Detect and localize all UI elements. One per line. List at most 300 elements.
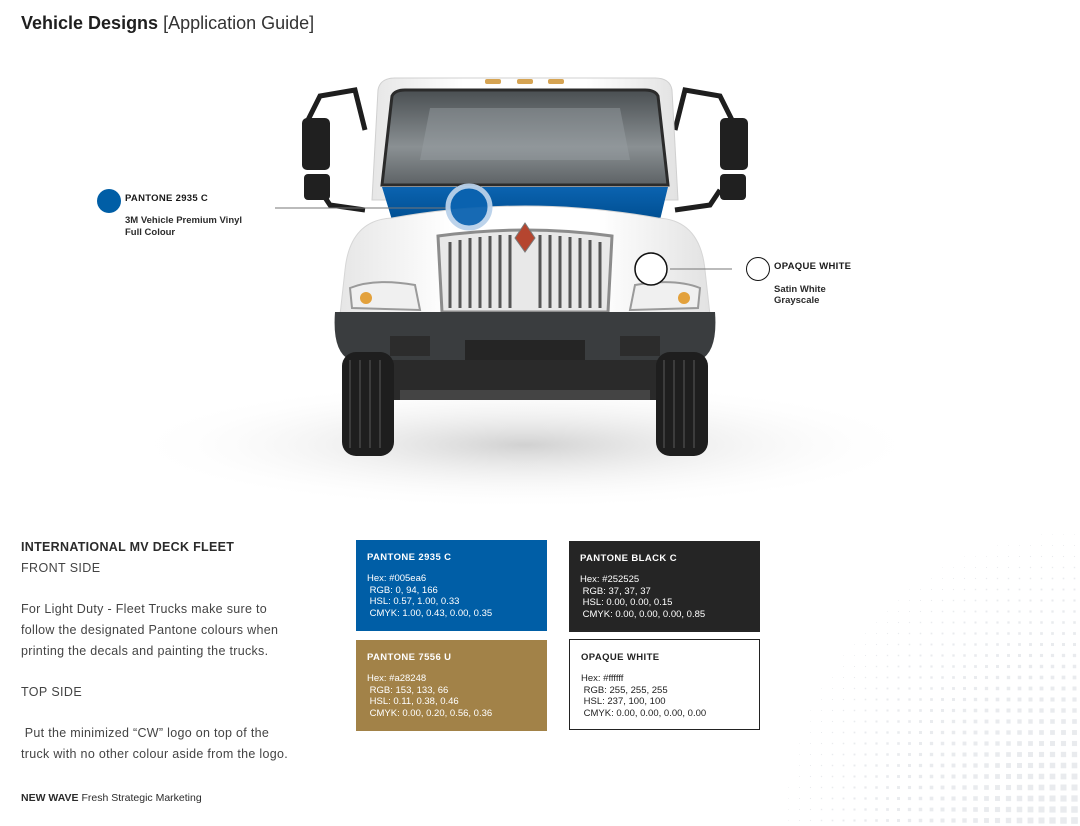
halftone-dot: [1019, 600, 1021, 602]
halftone-dot: [984, 818, 989, 823]
halftone-dot: [963, 753, 967, 757]
halftone-dot: [1050, 763, 1055, 768]
callout-blue-sub1: 3M Vehicle Premium Vinyl: [125, 215, 243, 226]
halftone-dot: [930, 731, 933, 734]
halftone-dot: [832, 688, 833, 689]
halftone-dot: [843, 721, 844, 722]
halftone-dot: [864, 786, 866, 788]
halftone-dot: [953, 578, 954, 579]
halftone-dot: [898, 633, 899, 634]
swatch-name: OPAQUE WHITE: [581, 652, 660, 663]
halftone-dot: [942, 589, 943, 590]
halftone-dot: [919, 819, 922, 822]
halftone-dot: [1051, 654, 1054, 657]
halftone-dot: [1071, 817, 1078, 824]
halftone-dot: [953, 567, 954, 568]
halftone-dot: [887, 644, 888, 645]
callout-white-sub1: Satin White: [774, 284, 826, 295]
halftone-dot: [1029, 643, 1032, 646]
halftone-dot: [897, 764, 900, 767]
halftone-dot: [1051, 632, 1054, 635]
halftone-dot: [843, 666, 844, 667]
halftone-dot: [909, 589, 910, 590]
halftone-dot: [996, 709, 1000, 713]
halftone-dot: [997, 578, 998, 579]
swatch-pantone-black-c: [569, 541, 760, 632]
halftone-dot: [1018, 698, 1022, 702]
halftone-dot: [963, 709, 966, 712]
halftone-dot: [865, 666, 866, 667]
halftone-dot: [1028, 741, 1033, 746]
halftone-dot: [1040, 665, 1043, 668]
halftone-dot: [951, 818, 955, 822]
halftone-dot: [930, 687, 933, 690]
top-side-text-line: Put the minimized “CW” logo on top of the: [21, 726, 270, 740]
halftone-dot: [1061, 763, 1067, 769]
halftone-dot: [799, 776, 800, 777]
footer-tagline: Fresh Strategic Marketing: [81, 792, 202, 804]
halftone-dot: [963, 665, 966, 668]
callout-white-title: OPAQUE WHITE: [774, 261, 852, 272]
halftone-dot: [1050, 708, 1054, 712]
halftone-dot: [1063, 534, 1064, 535]
halftone-dot: [1050, 741, 1055, 746]
halftone-dot: [1072, 763, 1078, 769]
halftone-dot: [1039, 752, 1044, 757]
halftone-dot: [1040, 676, 1044, 680]
halftone-dot: [1007, 632, 1009, 634]
halftone-dot: [919, 808, 922, 811]
halftone-dot: [1052, 589, 1054, 591]
halftone-dot: [973, 774, 977, 778]
halftone-dot: [1062, 643, 1065, 646]
swatch-hex: Hex: #252525: [580, 574, 640, 585]
halftone-dot: [953, 589, 954, 590]
halftone-dot: [865, 699, 867, 701]
swatch-cmyk: CMYK: 0.00, 0.00, 0.00, 0.85: [580, 608, 706, 620]
halftone-dot: [908, 742, 911, 745]
swatch-pantone-2935-c: [356, 540, 547, 631]
swatch-pantone-7556-u: [356, 640, 547, 731]
halftone-dot: [810, 732, 811, 733]
halftone-dot: [1072, 719, 1077, 724]
halftone-dot: [1028, 730, 1033, 735]
halftone-dot: [832, 765, 833, 766]
halftone-dot: [1040, 632, 1043, 635]
halftone-dot: [1008, 589, 1010, 591]
halftone-dot: [1074, 578, 1076, 580]
halftone-dot: [951, 785, 955, 789]
swatch-name: PANTONE BLACK C: [580, 553, 677, 564]
halftone-dot: [1017, 796, 1022, 801]
halftone-dot: [1073, 643, 1076, 646]
halftone-dot: [941, 665, 943, 667]
halftone-dot: [908, 709, 910, 711]
halftone-dot: [865, 633, 866, 634]
halftone-dot: [1041, 545, 1042, 546]
swatch-cmyk: CMYK: 0.00, 0.20, 0.56, 0.36: [367, 707, 493, 719]
halftone-dot: [1030, 578, 1032, 580]
halftone-dot: [1074, 567, 1075, 568]
halftone-dot: [995, 719, 999, 723]
halftone-dot: [985, 665, 988, 668]
halftone-dot: [1017, 785, 1022, 790]
halftone-dot: [909, 611, 910, 612]
halftone-dot: [1072, 741, 1077, 746]
halftone-dot: [908, 808, 911, 811]
halftone-dot: [908, 797, 911, 800]
halftone-dot: [1041, 567, 1042, 568]
halftone-dot: [1030, 545, 1031, 546]
halftone-dot: [1018, 632, 1021, 635]
halftone-dot: [942, 567, 943, 568]
halftone-dot: [986, 578, 987, 579]
halftone-dot: [1062, 599, 1064, 601]
halftone-dot: [986, 589, 987, 590]
halftone-dot: [908, 720, 911, 723]
halftone-dot: [1073, 687, 1077, 691]
halftone-dot: [875, 731, 877, 733]
halftone-dot: [843, 688, 844, 689]
halftone-dot: [941, 808, 945, 812]
halftone-dot: [1018, 665, 1021, 668]
halftone-dot: [1029, 654, 1032, 657]
halftone-dot: [832, 743, 833, 744]
halftone-dot: [1073, 665, 1076, 668]
halftone-dot: [1029, 621, 1031, 623]
halftone-dot: [941, 698, 944, 701]
halftone-dot: [973, 785, 977, 789]
halftone-dot: [1060, 817, 1066, 823]
halftone-dot: [909, 633, 910, 634]
pantone-2935-color-dot: [97, 189, 121, 213]
halftone-dot: [942, 633, 944, 635]
halftone-dot: [821, 688, 822, 689]
halftone-dot: [1063, 567, 1064, 568]
swatch-hsl: HSL: 237, 100, 100: [581, 696, 666, 708]
halftone-dot: [887, 688, 889, 690]
halftone-dot: [810, 710, 811, 711]
halftone-dot: [832, 820, 834, 822]
halftone-dot: [909, 622, 910, 623]
halftone-dot: [942, 622, 944, 624]
halftone-dot: [1006, 752, 1011, 757]
top-side-text-line: truck with no other colour aside from the logo.: [21, 747, 289, 761]
halftone-dot: [996, 676, 999, 679]
halftone-dot: [1040, 610, 1042, 612]
halftone-dot: [930, 775, 934, 779]
halftone-dot: [974, 632, 976, 634]
halftone-dot: [898, 655, 900, 657]
halftone-dot: [952, 676, 955, 679]
halftone-dot: [876, 688, 878, 690]
halftone-dot: [898, 611, 899, 612]
halftone-dot: [953, 622, 955, 624]
halftone-dot: [865, 644, 866, 645]
halftone-dot: [897, 797, 900, 800]
halftone-dot: [952, 687, 955, 690]
halftone-dot: [1028, 763, 1033, 768]
halftone-dot: [1062, 687, 1066, 691]
halftone-dot: [974, 709, 978, 713]
halftone-dot: [843, 699, 844, 700]
halftone-dot: [886, 797, 889, 800]
halftone-dot: [843, 787, 845, 789]
halftone-dot: [941, 643, 943, 645]
halftone-dot: [1007, 676, 1010, 679]
halftone-dot: [930, 709, 933, 712]
halftone-dot: [821, 721, 822, 722]
halftone-dot: [930, 742, 933, 745]
halftone-dot: [1061, 785, 1067, 791]
fleet-heading: INTERNATIONAL MV DECK FLEET: [21, 540, 235, 554]
halftone-dot: [1052, 556, 1053, 557]
halftone-dot: [1039, 796, 1045, 802]
halftone-dot: [1050, 730, 1055, 735]
halftone-dot: [887, 622, 888, 623]
swatch-hex: Hex: #a28248: [367, 673, 427, 684]
halftone-dot: [985, 687, 988, 690]
halftone-dot: [832, 754, 833, 755]
halftone-dot: [875, 742, 877, 744]
halftone-dot: [1072, 774, 1078, 780]
halftone-dot: [1028, 818, 1034, 824]
halftone-dot: [1051, 610, 1053, 612]
footer-brand: NEW WAVE: [21, 792, 79, 804]
halftone-dot: [963, 654, 965, 656]
halftone-dot: [941, 753, 945, 757]
halftone-dot: [854, 732, 856, 734]
halftone-dot: [964, 589, 965, 590]
halftone-dot: [931, 644, 933, 646]
halftone-dot: [1063, 589, 1065, 591]
halftone-dot: [1061, 774, 1067, 780]
halftone-dot: [931, 611, 932, 612]
halftone-dot: [832, 699, 833, 700]
halftone-dot: [962, 807, 966, 811]
halftone-dot: [865, 732, 867, 734]
halftone-dot: [898, 677, 900, 679]
halftone-dot: [1006, 741, 1011, 746]
halftone-dot: [897, 819, 900, 822]
halftone-dot: [964, 600, 965, 601]
halftone-dot: [832, 787, 834, 789]
halftone-dot: [1049, 806, 1055, 812]
halftone-dot: [920, 655, 922, 657]
halftone-dot: [810, 743, 811, 744]
halftone-dot: [898, 622, 899, 623]
halftone-dot: [952, 709, 955, 712]
halftone-dot: [1051, 687, 1055, 691]
halftone-dot: [810, 809, 811, 810]
halftone-dot: [832, 776, 834, 778]
halftone-dot: [1074, 589, 1076, 591]
halftone-dot: [984, 785, 989, 790]
halftone-dot: [1073, 599, 1075, 601]
halftone-dot: [1007, 610, 1009, 612]
halftone-dot: [810, 754, 811, 755]
halftone-dot: [997, 545, 998, 546]
halftone-dot: [952, 764, 956, 768]
halftone-dot: [1029, 698, 1033, 702]
halftone-dot: [821, 710, 822, 711]
halftone-dot: [919, 797, 922, 800]
halftone-dot: [909, 666, 911, 668]
halftone-dot: [1018, 610, 1020, 612]
halftone-dot: [963, 676, 966, 679]
halftone-dot: [995, 785, 1000, 790]
halftone-dot: [952, 731, 956, 735]
halftone-dot: [986, 556, 987, 557]
halftone-dot: [832, 710, 833, 711]
front-side-text-line: printing the decals and painting the trucks.: [21, 644, 269, 658]
halftone-dot: [942, 611, 943, 612]
halftone-dot: [799, 754, 800, 755]
halftone-dot: [886, 775, 889, 778]
halftone-dot: [854, 677, 855, 678]
halftone-dot: [810, 798, 811, 799]
halftone-dot: [1052, 567, 1053, 568]
halftone-dot: [864, 764, 866, 766]
halftone-dot: [1006, 796, 1011, 801]
halftone-dot: [887, 677, 889, 679]
halftone-dot: [908, 731, 911, 734]
halftone-dot: [953, 611, 955, 613]
halftone-dot: [997, 611, 999, 613]
halftone-dot: [897, 731, 900, 734]
halftone-dot: [920, 611, 921, 612]
halftone-dot: [1050, 697, 1054, 701]
halftone-dot: [1062, 665, 1065, 668]
halftone-dot: [887, 666, 889, 668]
halftone-dot: [1051, 599, 1053, 601]
halftone-dot: [1028, 752, 1033, 757]
halftone-dot: [886, 764, 889, 767]
halftone-dot: [953, 600, 954, 601]
halftone-dot: [1050, 719, 1055, 724]
halftone-dot: [995, 730, 999, 734]
halftone-dot: [1017, 752, 1022, 757]
halftone-dot: [865, 721, 867, 723]
halftone-dot: [897, 709, 899, 711]
halftone-dot: [1017, 807, 1023, 813]
halftone-dot: [1061, 741, 1066, 746]
halftone-dot: [788, 820, 789, 821]
halftone-dot: [1073, 610, 1075, 612]
swatch-hsl: HSL: 0.00, 0.00, 0.15: [580, 597, 673, 609]
swatch-name: PANTONE 2935 C: [367, 552, 452, 563]
halftone-dot: [952, 643, 954, 645]
halftone-dot: [962, 796, 966, 800]
halftone-dot: [995, 774, 1000, 779]
halftone-dot: [843, 732, 844, 733]
halftone-dot: [843, 765, 845, 767]
halftone-dot: [909, 655, 911, 657]
halftone-dot: [853, 808, 855, 810]
halftone-dot: [876, 633, 877, 634]
halftone-dot: [875, 775, 877, 777]
halftone-dot: [865, 710, 867, 712]
halftone-dot: [1063, 556, 1064, 557]
halftone-dot: [931, 633, 933, 635]
halftone-dot: [854, 710, 855, 711]
halftone-dot: [854, 721, 856, 723]
halftone-dot: [997, 556, 998, 557]
halftone-dot: [920, 600, 921, 601]
halftone-dot: [799, 809, 800, 810]
halftone-dot: [1029, 610, 1031, 612]
halftone-dot: [1017, 774, 1022, 779]
halftone-dot: [1041, 534, 1042, 535]
halftone-dot: [942, 600, 943, 601]
halftone-dot: [1073, 621, 1076, 624]
halftone-dot: [886, 720, 888, 722]
halftone-dot: [1071, 806, 1077, 812]
halftone-dot: [930, 764, 933, 767]
halftone-dot: [843, 798, 845, 800]
halftone-dot: [920, 644, 922, 646]
halftone-dot: [919, 742, 922, 745]
halftone-dot: [864, 797, 866, 799]
halftone-dot: [1050, 774, 1056, 780]
swatch-cmyk: CMYK: 0.00, 0.00, 0.00, 0.00: [581, 707, 707, 719]
halftone-dot: [1008, 567, 1009, 568]
halftone-dot: [1040, 643, 1043, 646]
halftone-dot: [962, 763, 966, 767]
swatch-rgb: RGB: 37, 37, 37: [580, 585, 651, 597]
halftone-dot: [843, 809, 845, 811]
halftone-dot: [1019, 567, 1020, 568]
callout-white-sub2: Grayscale: [774, 295, 820, 306]
halftone-dot: [909, 644, 911, 646]
halftone-dot: [962, 818, 966, 822]
halftone-dot: [941, 720, 944, 723]
halftone-dot: [876, 699, 878, 701]
halftone-dot: [1073, 676, 1077, 680]
halftone-dot: [973, 796, 978, 801]
halftone-dot: [821, 765, 822, 766]
halftone-dot: [897, 775, 900, 778]
swatch-cmyk: CMYK: 1.00, 0.43, 0.00, 0.35: [367, 607, 493, 619]
halftone-dot: [930, 654, 932, 656]
halftone-dot: [854, 776, 856, 778]
halftone-dot: [1019, 556, 1020, 557]
halftone-dot: [953, 633, 955, 635]
halftone-dot: [951, 807, 955, 811]
halftone-dot: [930, 698, 933, 701]
halftone-dot: [1051, 665, 1054, 668]
halftone-dot: [908, 698, 910, 700]
halftone-dot: [930, 665, 932, 667]
halftone-dot: [941, 786, 945, 790]
halftone-dot: [973, 752, 977, 756]
halftone-dot: [919, 698, 922, 701]
halftone-dot: [1018, 643, 1021, 646]
halftone-dot: [997, 600, 999, 602]
opaque-white-color-dot: [746, 257, 770, 281]
halftone-dot: [864, 753, 866, 755]
halftone-dot: [1007, 698, 1011, 702]
swatch-hsl: HSL: 0.11, 0.38, 0.46: [367, 696, 459, 708]
halftone-dot: [810, 776, 811, 777]
halftone-dot: [887, 655, 888, 656]
halftone-dot: [974, 698, 977, 701]
halftone-dot: [854, 699, 855, 700]
halftone-dot: [986, 611, 988, 613]
halftone-dot: [832, 798, 834, 800]
halftone-dot: [996, 643, 999, 646]
halftone-dot: [975, 600, 977, 602]
